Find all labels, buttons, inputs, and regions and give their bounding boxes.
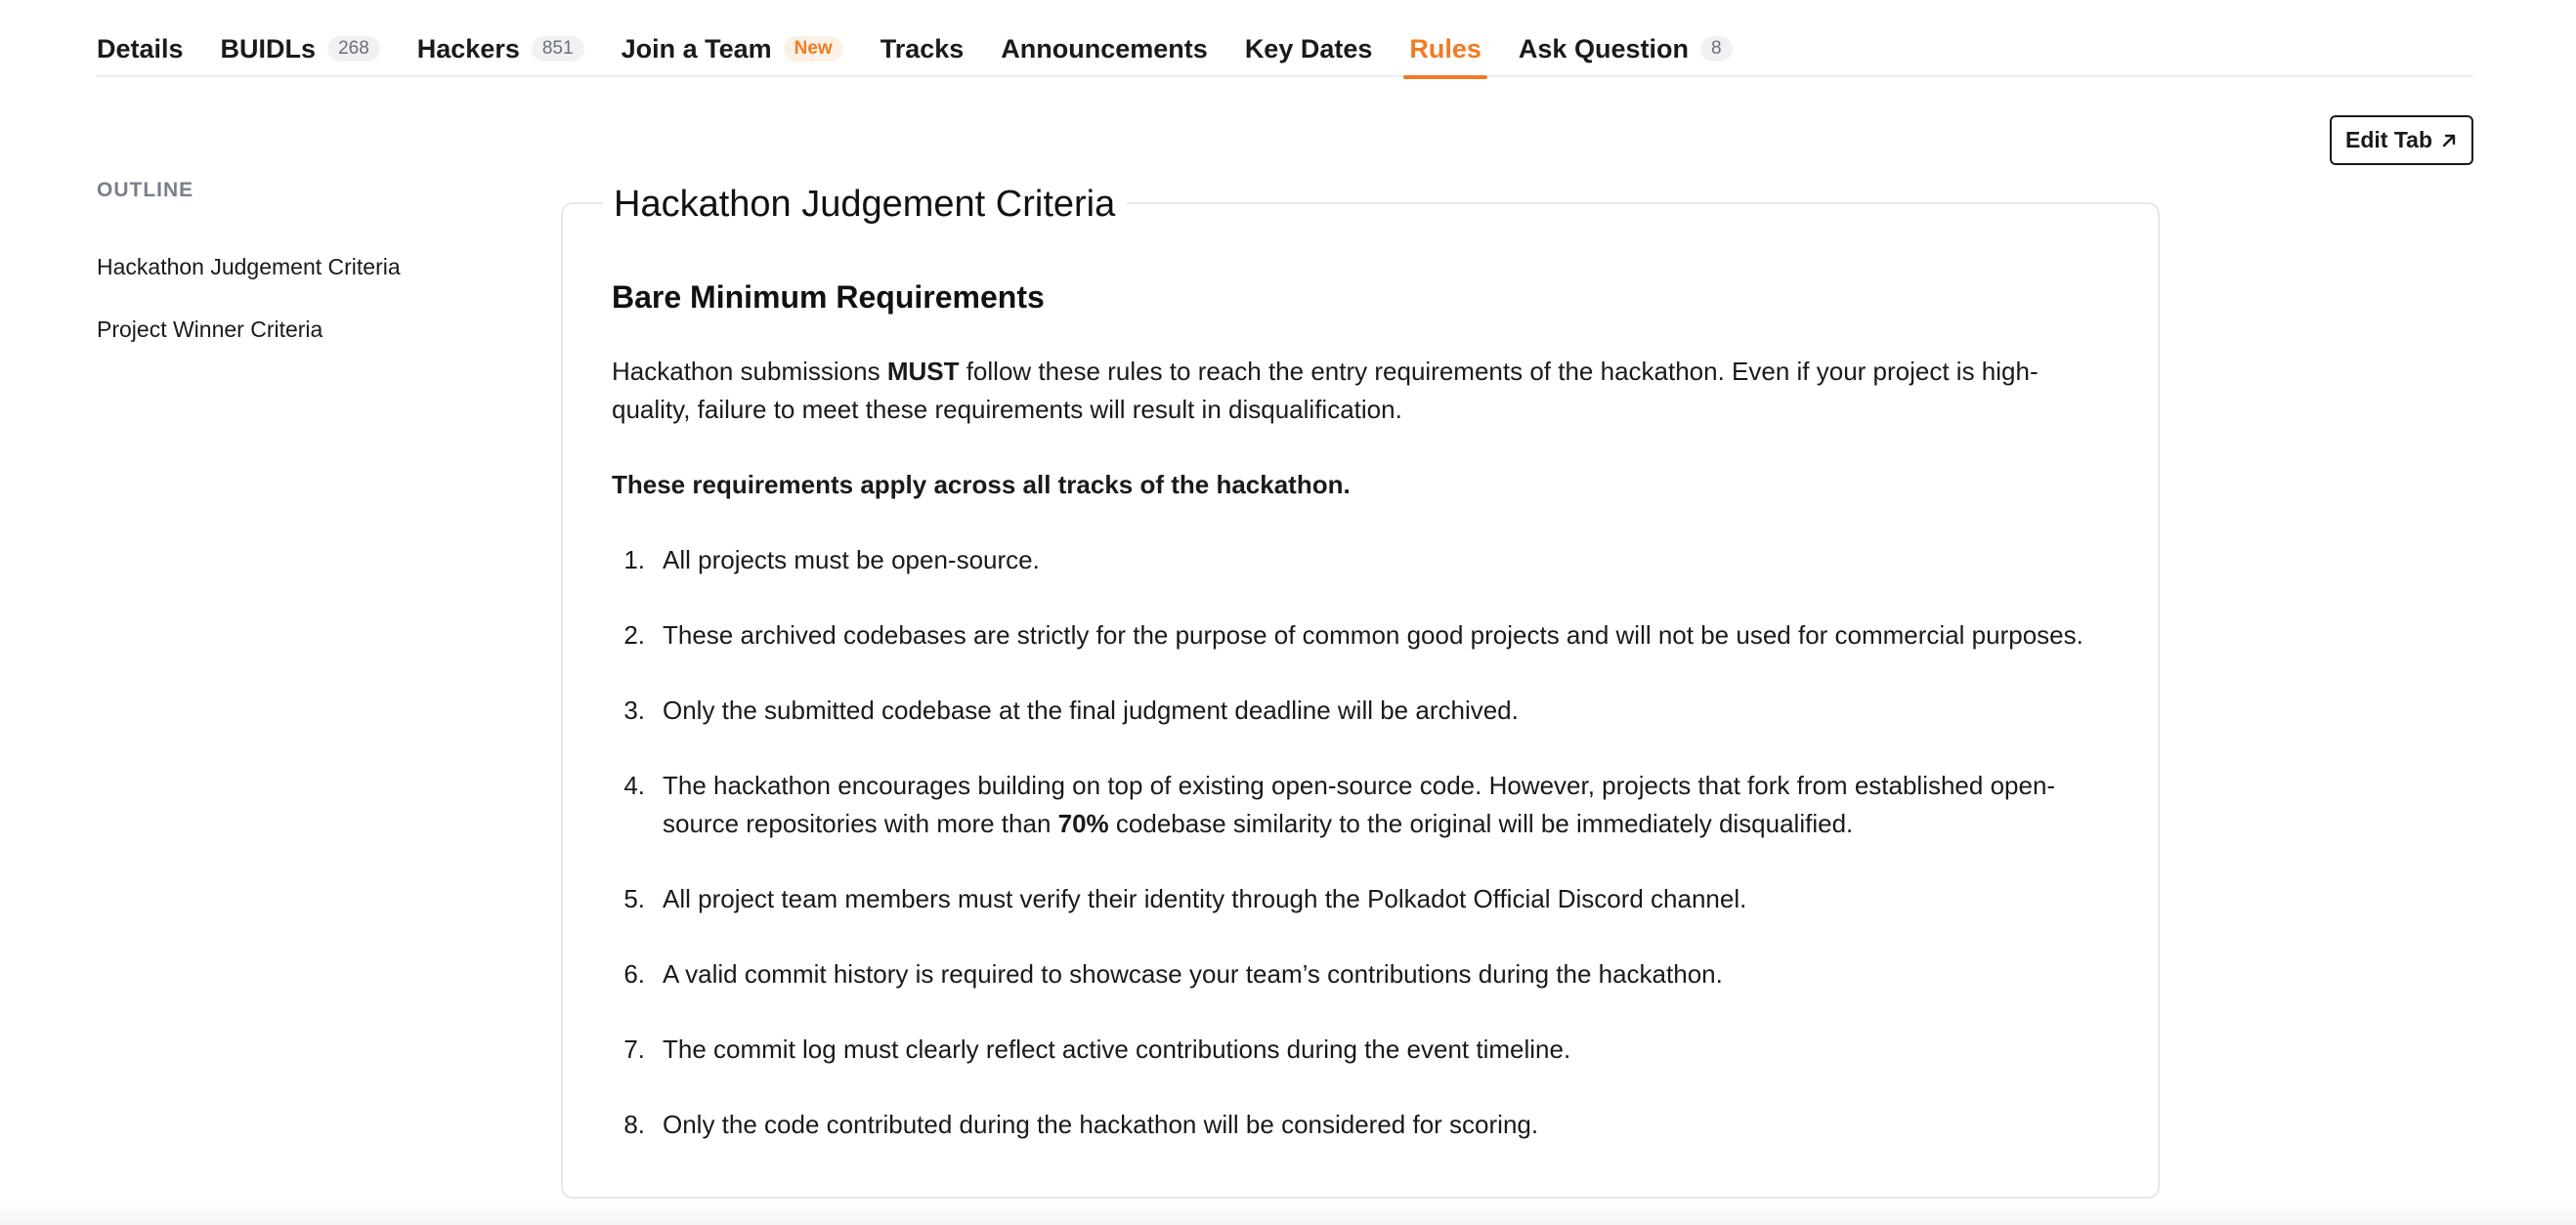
new-badge: New [784, 36, 843, 62]
bottom-fade [0, 1204, 2576, 1225]
tab-hackers[interactable] [417, 23, 584, 77]
tab-label: Key Dates [1244, 34, 1373, 63]
list-item: 3. Only the submitted codebase at the final judgment deadline will be archived. [623, 696, 1519, 725]
count-badge: 8 [1700, 36, 1733, 62]
outline-item-judgement-criteria[interactable]: Hackathon Judgement Criteria [97, 254, 401, 279]
list-item: 2. These archived codebases are strictly for the purpose of common good projects and will not be used for commercial purposes. [623, 620, 2083, 650]
arrow-up-right-icon [2440, 132, 2458, 149]
tab-details[interactable] [97, 23, 184, 77]
requirements-note: These requirements apply across all tracks of the hackathon. [612, 470, 1351, 499]
tab-rules[interactable] [1409, 23, 1481, 77]
tab-label: Tracks [880, 34, 965, 63]
list-item: 4. The hackathon encourages building on top of existing open-source code. However, projects that fork from established open-source repositories with more than 70% codebase similarity to the original will be immediately disqualified. [623, 771, 2056, 838]
list-item: 1. All projects must be open-source. [623, 545, 1040, 574]
tab-buidls[interactable] [221, 23, 380, 77]
tab-bar [97, 23, 2473, 77]
tab-label: BUIDLs [220, 34, 317, 63]
list-item: 6. A valid commit history is required to showcase your team’s contributions during the hackathon. [623, 959, 1723, 989]
rules-card [561, 184, 2160, 1199]
tab-tracks[interactable] [880, 23, 965, 77]
count-badge: 851 [532, 36, 584, 62]
intro-paragraph: Hackathon submissions MUST follow these rules to reach the entry requirements of the hackathon. Even if your project is high-quality, failure to meet these requirements will result in disqualification. [612, 357, 2039, 424]
tab-label: Announcements [1001, 34, 1208, 63]
outline-title: OUTLINE [97, 179, 194, 201]
tab-announcements[interactable] [1001, 23, 1208, 77]
list-item: 8. Only the code contributed during the hackathon will be considered for scoring. [623, 1110, 1539, 1139]
tab-ask-question[interactable] [1519, 23, 1733, 77]
tab-label: Hackers [416, 34, 520, 63]
list-item: 7. The commit log must clearly reflect active contributions during the event timeline. [623, 1035, 1571, 1064]
requirements-list [612, 541, 2117, 1144]
tab-key-dates[interactable] [1245, 23, 1373, 77]
tab-label: Rules [1409, 34, 1481, 63]
section-heading: Hackathon Judgement Criteria [602, 181, 1127, 228]
tab-join-a-team[interactable] [622, 23, 843, 77]
subheading: Bare Minimum Requirements [612, 279, 1045, 315]
rules-body [612, 276, 2117, 1181]
outline-sidebar [97, 176, 507, 377]
outline-item-winner-criteria[interactable]: Project Winner Criteria [97, 317, 323, 342]
tab-label: Details [97, 34, 184, 63]
edit-tab-button[interactable] [2330, 115, 2473, 165]
count-badge: 268 [327, 36, 380, 62]
edit-tab-label: Edit Tab [2344, 127, 2432, 152]
tab-label: Ask Question [1518, 34, 1689, 63]
list-item: 5. All project team members must verify their identity through the Polkadot Official Discord channel. [623, 884, 1747, 913]
tab-label: Join a Team [621, 34, 772, 63]
